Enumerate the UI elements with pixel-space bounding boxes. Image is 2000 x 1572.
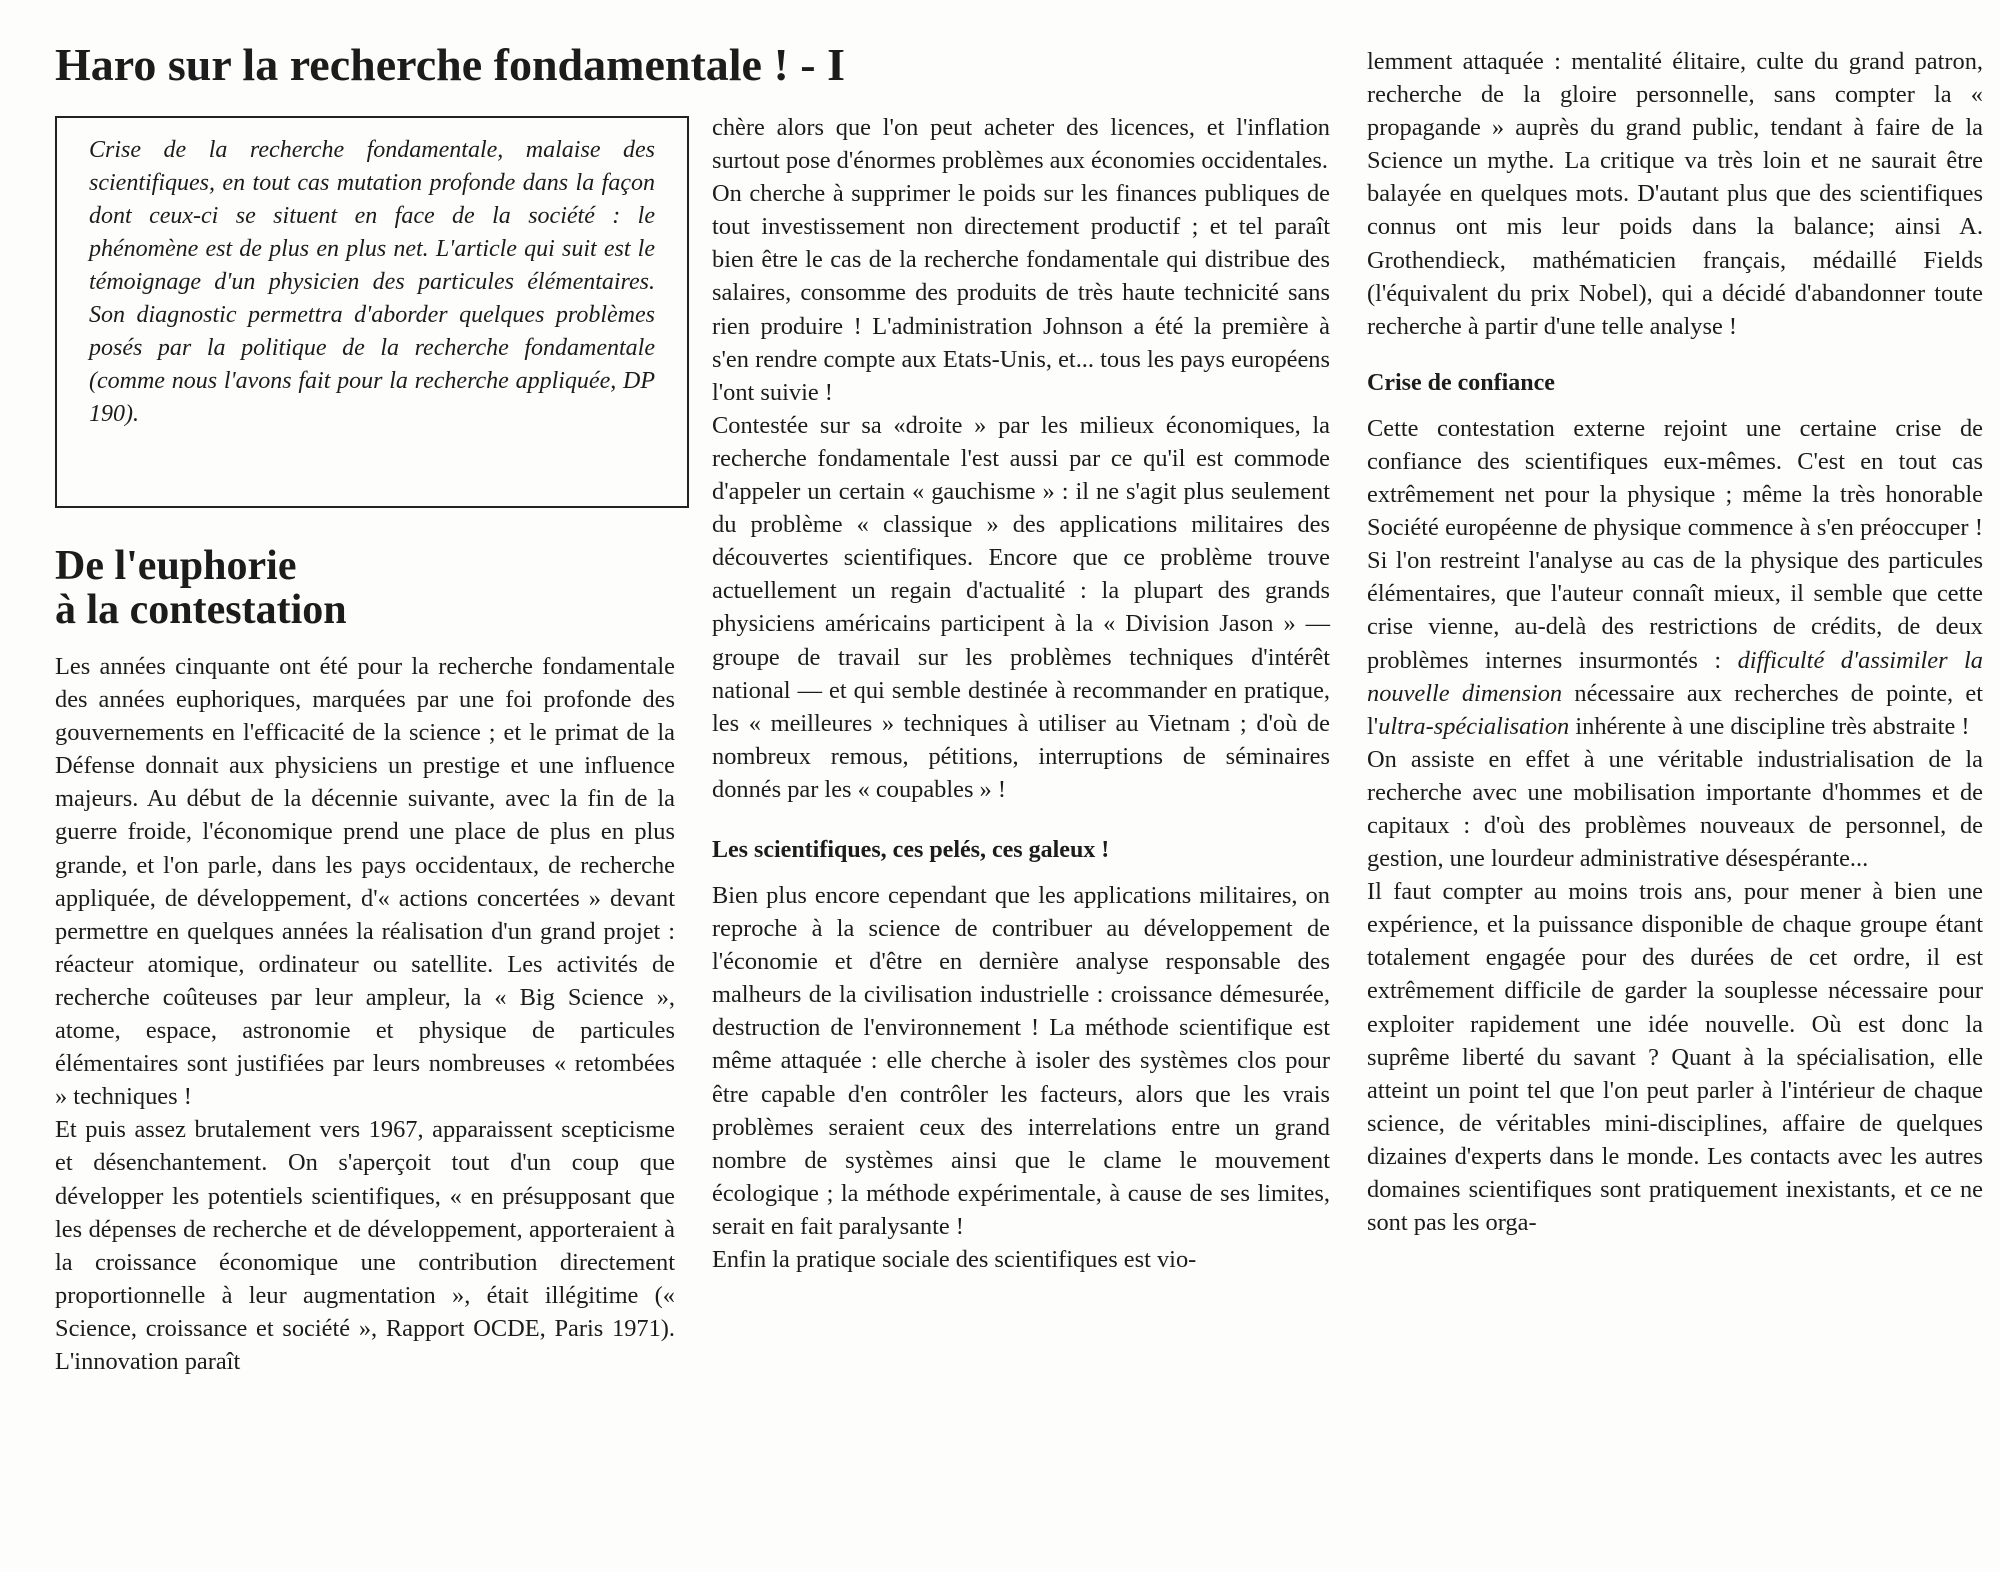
section-heading-line1: De l'euphorie	[55, 543, 297, 589]
paragraph: lemment attaquée : mentalité élitaire, culte du grand patron, recherche de la gloire personnelle, sans compter la « propagande » auprès du grand public, tendant à faire de la Science un mythe. La critique va très loin et ne saurait être balayée en quelques mots. D'autant plus que des scientifiques connus ont mis leur poids dans la balance; ainsi A. Grothendieck, mathématicien français, médaillé Fields (l'équivalent du prix Nobel), qui a décidé d'abandonner toute recherche à partir d'une telle analyse !	[1367, 48, 1983, 340]
paragraph: Et puis assez brutalement vers 1967, apparaissent scepticisme et désenchantement. On s'aperçoit tout d'un coup que développer les potentiels scientifiques, « en présupposant que les dépenses de recherche et de développement, apporteraient à la croissance économique une contribution directement proportionnelle à leur augmentation », était illégitime (« Science, croissance et société », Rapport OCDE, Paris 1971). L'innovation paraît	[55, 1116, 675, 1375]
paragraph: On cherche à supprimer le poids sur les finances publiques de tout investissement non directement productif ; et tel paraît bien être le cas de la recherche fondamentale qui distribue des salaires, consomme des produits de très haute technicité sans rien produire ! L'administration Johnson a été la première à s'en rendre compte aux Etats-Unis, et... tous les pays européens l'ont suivie !	[712, 180, 1330, 406]
paragraph: On assiste en effet à une véritable industrialisation de la recherche avec une mobilisation importante d'hommes et de capitaux : d'où des problèmes nouveaux de personnel, de gestion, une lourdeur administrative désespérante...	[1367, 745, 1983, 873]
section-heading-line2: à la contestation	[55, 587, 347, 633]
section-heading-euphorie	[55, 544, 675, 632]
paragraph: Il faut compter au moins trois ans, pour mener à bien une expérience, et la puissance disponible de chaque groupe étant totalement engagée pour des durées de cet ordre, il est extrêmement difficile de garder la souplesse nécessaire pour exploiter rapidement une idée nouvelle. Où est donc la suprême liberté du savant ? Quant à la spécialisation, elle atteint un point tel que l'on peut parler à l'intérieur de chaque science, de véritables mini-disciplines, affaire de quelques dizaines d'experts dans le monde. Les contacts avec les autres domaines scientifiques sont pratiquement inexistants, et ce ne sont pas les orga-	[1367, 878, 1983, 1237]
paragraph: Contestée sur sa «droite » par les milieux économiques, la recherche fondamentale l'est aussi par ce qu'il est commode d'appeler un certain « gauchisme » : il ne s'agit plus seulement du problème « classique » des applications militaires des découvertes scientifiques. Encore que ce problème trouve actuellement un regain d'actualité : la plupart des grands physiciens américains participent à la « Division Jason » — groupe de travail sur les problèmes techniques d'intérêt national — et qui semble destinée à recommander en pratique, les « meilleures » techniques à utiliser au Vietnam ; d'où de nombreux remous, pétitions, interruptions de séminaires donnés par les « coupables » !	[712, 411, 1330, 803]
paragraph: Les années cinquante ont été pour la recherche fondamentale des années euphoriques, marquées par une foi profonde des gouvernements en l'efficacité de la science ; et le primat de la Défense donnait aux physiciens un prestige et une influence majeurs. Au début de la décennie suivante, avec la fin de la guerre froide, l'économique prend une place de plus en plus grande, et l'on parle, dans les pays occidentaux, de recherche appliquée, de développement, d'« actions concertées » devant permettre en quelques années la réalisation d'un grand projet : réacteur atomique, ordinateur ou satellite. Les activités de recherche coûteuses par leur ampleur, la « Big Science », atome, espace, astronomie et physique de particules élémentaires sont justifiées par leurs nombreuses « retombées » techniques !	[55, 653, 675, 1111]
subheading-scientifiques: Les scientifiques, ces pelés, ces galeux !	[712, 836, 1110, 863]
column-2	[712, 111, 1330, 1276]
intro-box: Crise de la recherche fondamentale, malaise des scientifiques, en tout cas mutation profonde dans la façon dont ceux-ci se situent en face de la société : le phénomène est de plus en plus net. L'article qui suit est le témoignage d'un physicien des particules élémentaires. Son diagnostic permettra d'aborder quelques problèmes posés par la politique de la recherche fondamentale (comme nous l'avons fait pour la recherche appliquée, DP 190).	[55, 116, 689, 508]
paragraph-mixed	[1367, 412, 1983, 743]
text-run: Cette contestation externe rejoint une certaine crise de confiance des scientifiques eux-mêmes. C'est en tout cas extrêmement net pour la physique ; même la très honorable Société européenne de physique commence à s'en préoccuper ! Si l'on restreint l'analyse au cas de la physique des particules élémentaires, que l'auteur connaît mieux, il semble que cette crise vienne, au-delà des restrictions de crédits, de deux problèmes internes insurmontés :	[1367, 414, 1983, 674]
paragraph: Enfin la pratique sociale des scientifiques est vio-	[712, 1246, 1197, 1273]
text-run: inhérente à une discipline très abstraite !	[1575, 712, 1970, 740]
column-1-body	[55, 650, 675, 1378]
column-3	[1367, 45, 1983, 1239]
subheading-crise-de-confiance: Crise de confiance	[1367, 369, 1555, 396]
paragraph: Bien plus encore cependant que les applications militaires, on reproche à la science de contribuer au développement de l'économie et d'être en dernière analyse responsable des malheurs de la civilisation industrielle : croissance démesurée, destruction de l'environnement ! La méthode scientifique est même attaquée : elle cherche à isoler des systèmes clos pour être capable d'en contrôler les facteurs, alors que les vrais problèmes seraient ceux des interrelations entre un grand nombre de systèmes ainsi que le clame le mouvement écologique ; la méthode expérimentale, à cause de ses limites, serait en fait paralysante !	[712, 881, 1330, 1240]
article-title: Haro sur la recherche fondamentale ! - I	[55, 39, 845, 90]
paragraph: chère alors que l'on peut acheter des licences, et l'inflation surtout pose d'énormes problèmes aux économies occidentales.	[712, 114, 1330, 175]
text-run: nécessaire aux recherches de pointe, et l'	[1367, 679, 1983, 740]
emphasis-text: difficulté d'assimiler la nouvelle dimension	[1367, 646, 1983, 707]
emphasis-text: ultra-spécialisation	[1378, 712, 1570, 740]
